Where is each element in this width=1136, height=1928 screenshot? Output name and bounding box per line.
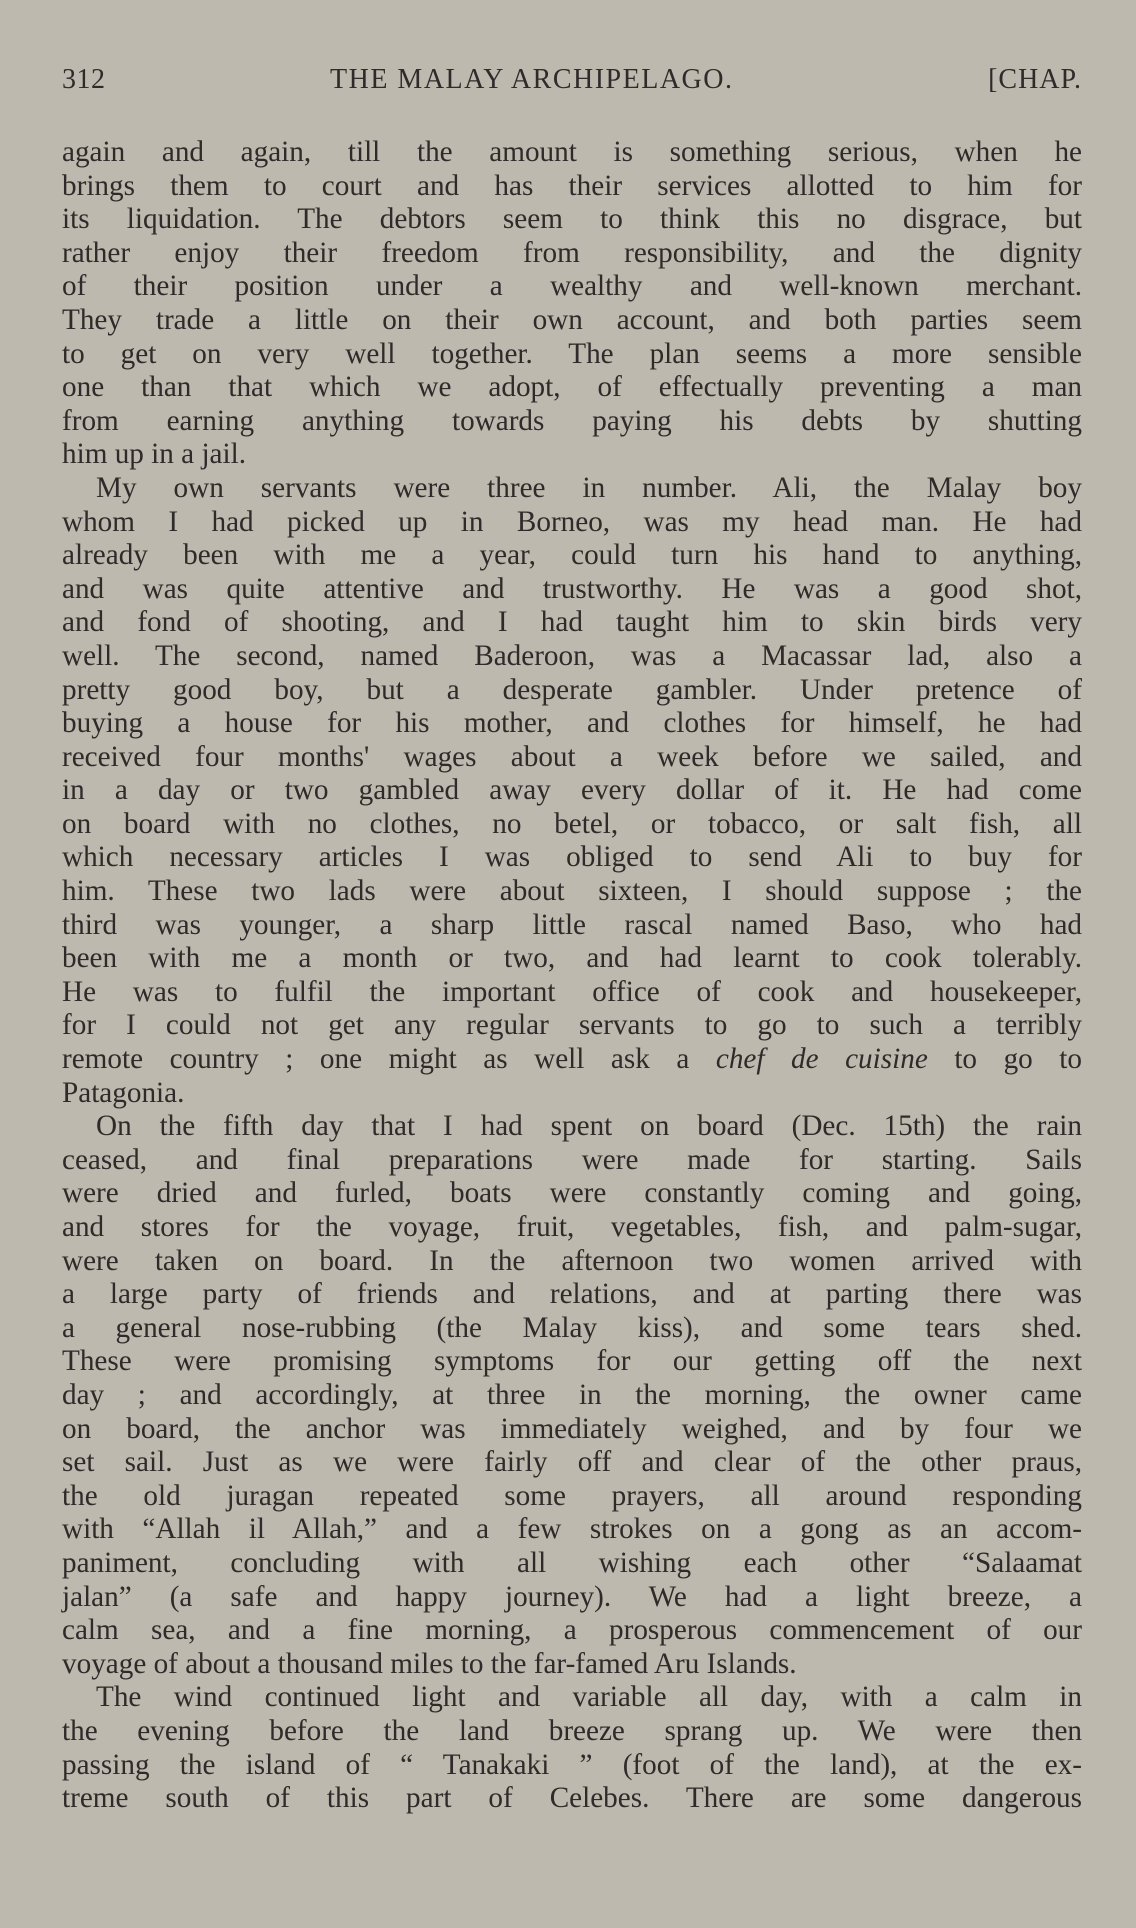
text-line: its liquidation. The debtors seem to think this no disgrace, but xyxy=(62,203,1082,236)
text-line: buying a house for his mother, and clothes for himself, he had xyxy=(62,707,1082,740)
page-number: 312 xyxy=(62,64,106,95)
chapter-mark: [CHAP. xyxy=(988,64,1082,95)
italic-phrase: chef de cuisine xyxy=(715,1043,928,1076)
text-line: whom I had picked up in Borneo, was my head man. He had xyxy=(62,505,1082,538)
text-line: were taken on board. In the afternoon two women arrived with xyxy=(62,1244,1082,1277)
text-line: third was younger, a sharp little rascal named Baso, who had xyxy=(62,908,1082,941)
text-line: of their position under a wealthy and well-known merchant. xyxy=(62,270,1082,303)
text-line: on board, the anchor was immediately weighed, and by four we xyxy=(62,1412,1082,1445)
text-line: He was to fulfil the important office of cook and housekeeper, xyxy=(62,975,1082,1008)
text-line: brings them to court and has their services allotted to him for xyxy=(62,169,1082,202)
text-line: the evening before the land breeze sprang up. We were then xyxy=(62,1714,1082,1747)
text-segment: to go to xyxy=(954,1043,1083,1076)
text-line: passing the island of “ Tanakaki ” (foot of the land), at the ex- xyxy=(62,1748,1082,1781)
text-line: They trade a little on their own account, and both parties seem xyxy=(62,303,1082,336)
text-line: with “Allah il Allah,” and a few strokes on a gong as an accom- xyxy=(62,1513,1082,1546)
text-line: which necessary articles I was obliged to send Ali to buy for xyxy=(62,841,1082,874)
text-line: been with me a month or two, and had learnt to cook tolerably. xyxy=(62,942,1082,975)
text-line: for I could not get any regular servants to go to such a terribly xyxy=(62,1009,1082,1042)
text-line: on board with no clothes, no betel, or tobacco, or salt fish, all xyxy=(62,807,1082,840)
text-line: voyage of about a thousand miles to the far-famed Aru Islands. xyxy=(62,1647,797,1680)
text-line: set sail. Just as we were fairly off and clear of the other praus, xyxy=(62,1446,1082,1479)
text-line: rather enjoy their freedom from responsibility, and the dignity xyxy=(62,236,1082,269)
text-line: pretty good boy, but a desperate gambler. Under pretence of xyxy=(62,673,1082,706)
text-line: and was quite attentive and trustworthy. He was a good shot, xyxy=(62,572,1082,605)
text-line: the old juragan repeated some prayers, all around responding xyxy=(62,1479,1082,1512)
text-line: day ; and accordingly, at three in the morning, the owner came xyxy=(62,1378,1082,1411)
paragraph-start-line: On the fifth day that I had spent on board (Dec. 15th) the rain xyxy=(96,1110,1082,1143)
text-line: were dried and furled, boats were constantly coming and going, xyxy=(62,1177,1082,1210)
paragraph-start-line: The wind continued light and variable all day, with a calm in xyxy=(96,1681,1082,1714)
text-line: treme south of this part of Celebes. There are some dangerous xyxy=(62,1782,1082,1815)
text-line: calm sea, and a fine morning, a prosperous commencement of our xyxy=(62,1614,1082,1647)
text-segment: remote country ; one might as well ask a xyxy=(62,1043,690,1076)
text-line: paniment, concluding with all wishing each other “Salaamat xyxy=(62,1546,1082,1579)
text-line: him up in a jail. xyxy=(62,438,247,471)
text-line: in a day or two gambled away every dollar of it. He had come xyxy=(62,774,1082,807)
text-line: one than that which we adopt, of effectually preventing a man xyxy=(62,371,1082,404)
running-head xyxy=(62,64,1082,104)
text-line: Patagonia. xyxy=(62,1076,185,1109)
text-line: him. These two lads were about sixteen, I should suppose ; the xyxy=(62,875,1082,908)
text-line: to get on very well together. The plan seems a more sensible xyxy=(62,337,1082,370)
text-line: a large party of friends and relations, and at parting there was xyxy=(62,1278,1082,1311)
body-text xyxy=(62,136,1082,1816)
text-line: These were promising symptoms for our getting off the next xyxy=(62,1345,1082,1378)
text-line: again and again, till the amount is something serious, when he xyxy=(62,136,1082,168)
text-line: ceased, and final preparations were made for starting. Sails xyxy=(62,1143,1082,1176)
text-line: already been with me a year, could turn his hand to anything, xyxy=(62,539,1082,572)
text-line-with-italic xyxy=(62,1043,1082,1077)
text-line: jalan” (a safe and happy journey). We had a light breeze, a xyxy=(62,1580,1082,1613)
text-line: well. The second, named Baderoon, was a Macassar lad, also a xyxy=(62,639,1082,672)
text-line: and fond of shooting, and I had taught him to skin birds very xyxy=(62,606,1082,639)
paragraph-start-line: My own servants were three in number. Ali, the Malay boy xyxy=(96,471,1082,504)
running-title: THE MALAY ARCHIPELAGO. xyxy=(330,64,734,95)
text-line: a general nose-rubbing (the Malay kiss), and some tears shed. xyxy=(62,1311,1082,1344)
text-line: received four months' wages about a week before we sailed, and xyxy=(62,740,1082,773)
text-line: and stores for the voyage, fruit, vegetables, fish, and palm-sugar, xyxy=(62,1211,1082,1243)
text-line: from earning anything towards paying his debts by shutting xyxy=(62,404,1082,437)
